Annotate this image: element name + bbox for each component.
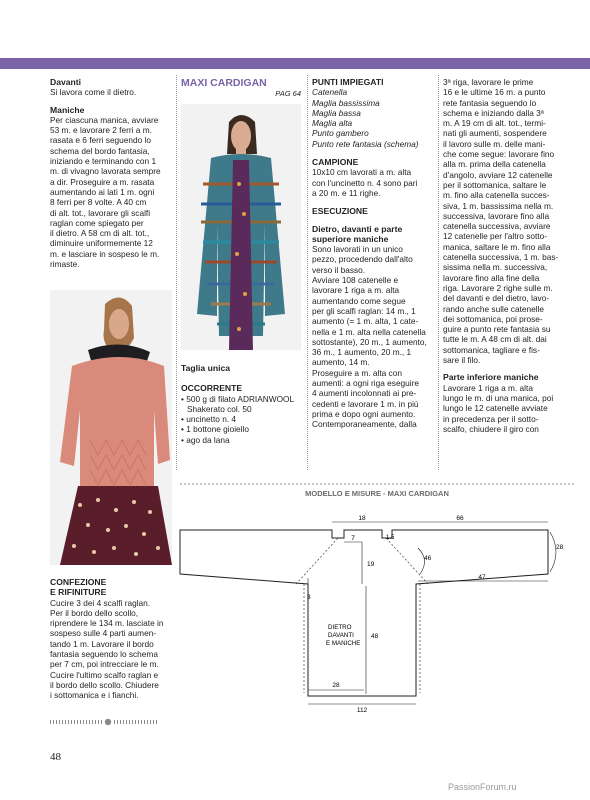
text-line: Sono lavorati in un unico [312, 244, 403, 255]
column-4 [443, 77, 565, 434]
measure-48: 48 [371, 633, 379, 640]
text-line: del davanti e del dietro, lavo- [443, 293, 550, 304]
text-line: in precedenza per il sotto- [443, 413, 539, 424]
taglia-text: Taglia unica [181, 363, 231, 373]
text-line: guire a punto rete fantasia su [443, 324, 551, 335]
esecuzione-text [312, 244, 434, 429]
text-line: lungo le 12 catenelle avviate [443, 403, 548, 414]
davanti-text: Si lavora come il dietro. [50, 87, 137, 98]
text-line: Per ciascuna manica, avviare [50, 114, 159, 125]
text-line: sottomanica, tagliare e fis- [443, 344, 540, 355]
punti-list [312, 87, 434, 149]
text-line: Proseguire a m. alta con [312, 367, 402, 378]
text-line: m. e lasciare in sospeso le m. [50, 248, 160, 259]
text-line: manica, saltare le m. fino alla [443, 241, 551, 252]
pattern-title: MAXI CARDIGAN [181, 77, 267, 89]
text-line: Cucire 3 dei 4 scalfi raglan. [50, 597, 151, 608]
campione-title: CAMPIONE [312, 157, 359, 168]
occorrente-block [181, 363, 303, 445]
confezione-title: CONFEZIONE [50, 577, 107, 587]
text-line: il lavoro sulle m. delle mani- [443, 138, 546, 149]
text-line: con l'uncinetto n. 4 sono pari [312, 177, 418, 188]
occorrente-item: • 1 bottone gioiello [181, 424, 249, 435]
text-line: sottostante), 20 m., 1 aumento, [312, 336, 427, 347]
text-line: 16 e le ultime 16 m. a punto [443, 87, 546, 98]
column-separator [176, 75, 177, 470]
text-line: lavorare fino alla fine della [443, 272, 540, 283]
measure-7: 7 [351, 535, 355, 542]
text-line: rete fantasia seguendo lo [443, 97, 537, 108]
watermark: PassionForum.ru [448, 782, 517, 792]
text-line: riprendere le 134 m. lasciate in [50, 618, 164, 629]
piece-label-dietro: DIETRO [328, 624, 352, 631]
text-line: diminuire uniformemente 12 [50, 238, 153, 249]
text-line: aumento, 14 m. [312, 357, 370, 368]
text-line: nella e 1 m. alta nella catenella [312, 326, 426, 337]
text-line: 12 catenelle per l'altro sotto- [443, 231, 547, 242]
occorrente-title: OCCORRENTE [181, 383, 243, 394]
text-line: rasata e 6 ferri seguendo lo [50, 135, 152, 146]
text-line: rando anche sulle catenelle [443, 303, 545, 314]
text-line: schema e iniziando dalla 3ª [443, 107, 544, 118]
campione-text [312, 167, 434, 198]
punto-item: Maglia bassa [312, 107, 361, 118]
text-line: 4 aumenti incolonnati ai pre- [312, 388, 417, 399]
column-separator [438, 75, 439, 470]
text-line: di alt. tot., lavorare gli scalfi [50, 207, 151, 218]
text-line: sissima nella m. successiva, [443, 262, 548, 273]
text-line: catenella successiva, avviare [443, 221, 551, 232]
column-4-text [443, 77, 565, 365]
text-line: 8 ferri per 8 volte. A 40 cm [50, 197, 147, 208]
punto-item: Punto gambero [312, 128, 369, 139]
text-line: nati gli aumenti, sospendere [443, 128, 547, 139]
text-line: successiva, lavorare fino alla [443, 210, 550, 221]
subsection-title: Dietro, davanti e parte [312, 223, 403, 234]
text-line: aumento (= 1 m. alta, 1 cate- [312, 316, 419, 327]
text-line: sospeso sulle 4 parti aumen- [50, 628, 157, 639]
text-line: dei sottomanica, poi prose- [443, 313, 543, 324]
page-number: 48 [50, 751, 61, 763]
esecuzione-title: ESECUZIONE [312, 206, 368, 217]
text-line: raglan come spiegato per [50, 217, 144, 228]
column-1 [50, 77, 172, 269]
text-line: m. di vivagno lavorata sempre [50, 166, 161, 177]
text-line: a 20 m. e 11 righe. [312, 187, 381, 198]
occorrente-item: • ago da lana [181, 434, 230, 445]
text-line: Contemporaneamente, dalla [312, 419, 417, 430]
text-line: i sottomanica e i fianchi. [50, 690, 139, 701]
text-line: 53 m. e lavorare 2 ferri a m. [50, 125, 152, 136]
measure-66: 66 [456, 515, 464, 522]
maniche-text [50, 115, 172, 269]
text-line: tutte le m. A 48 cm di alt. dai [443, 334, 547, 345]
text-line: aumenti: a ogni riga eseguire [312, 378, 420, 389]
text-line: il bordo dello scollo. Chiudere [50, 679, 159, 690]
measure-18: 18 [358, 515, 366, 522]
occorrente-item: • 500 g di filato ADRIANWOOL Shakerato col. 50 [181, 393, 294, 414]
maniche-title: Maniche [50, 104, 85, 115]
davanti-title: Davanti [50, 77, 82, 87]
text-line: 10x10 cm lavorati a m. alta [312, 167, 412, 178]
text-line: Cucire l'ultimo scalfo raglan e [50, 669, 159, 680]
text-line: che come segue: lavorare fino [443, 149, 555, 160]
piece-label-maniche: E MANICHE [326, 640, 361, 647]
parte-inferiore-title: Parte inferiore maniche [443, 372, 539, 383]
header-bar [0, 58, 590, 69]
text-line: schema del bordo fantasia, [50, 145, 150, 156]
punto-item: Punto rete fantasia (schema) [312, 138, 419, 149]
punto-item: Maglia bassissima [312, 97, 380, 108]
text-line: lungo le m. di una manica, poi [443, 392, 554, 403]
text-line: m. fino alla catenella succes- [443, 190, 550, 201]
page-ref: PAG 64 [275, 89, 301, 98]
text-line: Per il bordo dello scollo, [50, 607, 139, 618]
measurement-diagram [178, 478, 576, 716]
text-line: per 7 cm, poi intrecciare le m. [50, 659, 159, 670]
text-line: Avviare 108 catenelle e [312, 275, 399, 286]
text-line: tando 1 m. Lavorare il bordo [50, 638, 154, 649]
text-line: scalfo, chiudere il giro con [443, 423, 539, 434]
measure-3: 3 [307, 594, 311, 601]
text-line: d'angolo, avviare 12 catenelle [443, 169, 553, 180]
measure-112: 112 [356, 707, 368, 714]
rifiniture-title: E RIFINITURE [50, 587, 107, 598]
text-line: fantasia seguendo lo schema [50, 649, 158, 660]
text-line: Lavorare 1 riga a m. alta [443, 382, 533, 393]
cardigan-photo [181, 104, 301, 350]
column-3 [312, 77, 434, 430]
text-line: alla m. prima della catenella [443, 159, 546, 170]
punto-item: Maglia alta [312, 118, 353, 129]
text-line: cedenti e lavorare 1 m. in più [312, 398, 419, 409]
measure-19: 19 [367, 561, 375, 568]
occorrente-list [181, 394, 303, 445]
text-line: lavorare 1 riga a m. alta [312, 285, 400, 296]
sweater-photo [50, 290, 172, 565]
text-line: riga. Lavorare 2 righe sulle m. [443, 282, 553, 293]
text-line: aumentando ai lati 1 m. ogni [50, 186, 155, 197]
measure-1-5: 1.5 [386, 535, 395, 541]
confezione-text [50, 598, 172, 701]
text-line: a dir. Proseguire a m. rasata [50, 176, 155, 187]
decorative-dot-rule [50, 718, 162, 726]
column-separator [307, 75, 308, 470]
text-line: pezzo, procedendo dall'alto [312, 254, 413, 265]
punti-title: PUNTI IMPIEGATI [312, 77, 384, 87]
measure-28-sleeve: 28 [556, 544, 564, 551]
punto-item: Catenella [312, 87, 348, 98]
measure-47: 47 [478, 574, 486, 581]
subsection-title-2: superiore maniche [312, 233, 389, 244]
text-line: 3ª riga, lavorare le prime [443, 77, 534, 87]
text-line: iniziando e terminando con 1 [50, 156, 157, 167]
text-line: siva, 1 m. bassissima nella m. [443, 200, 554, 211]
text-line: 36 m., 1 aumento, 20 m., 1 [312, 347, 412, 358]
text-line: verso il basso. [312, 264, 366, 275]
piece-label-davanti: DAVANTI [328, 632, 354, 639]
text-line: rimaste. [50, 259, 80, 270]
text-line: per il sottomanica, saltare le [443, 179, 547, 190]
column-2 [181, 77, 301, 99]
diagram-title: MODELLO E MISURE - MAXI CARDIGAN [305, 489, 449, 498]
parte-inferiore-text [443, 383, 565, 434]
confezione-block [50, 577, 172, 701]
text-line: il dietro. A 58 cm di alt. tot., [50, 228, 150, 239]
text-line: sare il filo. [443, 355, 481, 366]
text-line: aumentando come segue [312, 295, 406, 306]
occorrente-item: • uncinetto n. 4 [181, 414, 237, 425]
measure-28-bottom: 28 [332, 682, 340, 689]
garment-outline [180, 530, 548, 696]
measure-46: 46 [424, 555, 432, 562]
text-line: per gli scalfi raglan: 14 m., 1 [312, 305, 416, 316]
text-line: m. A 19 cm di alt. tot., termi- [443, 118, 546, 129]
text-line: prima e dopo ogni aumento. [312, 408, 416, 419]
text-line: catenella successiva, 1 m. bas- [443, 252, 559, 263]
